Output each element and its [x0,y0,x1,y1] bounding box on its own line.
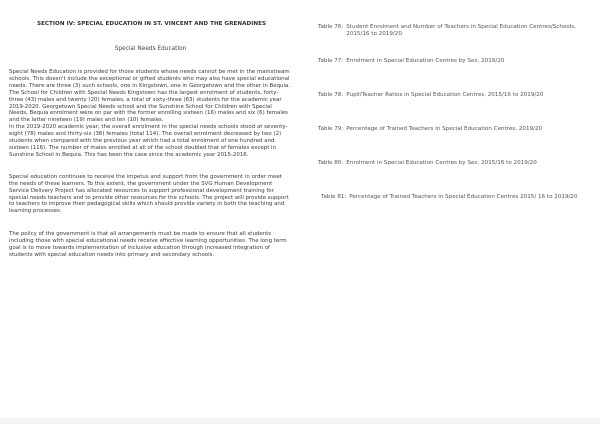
table-title: Pupil/Teacher Ratios in Special Education Centres, 2015/16 to 2019/20 [346,92,544,98]
subheading: Special Needs Education [114,46,187,52]
table-number: Table 77: [318,58,344,64]
table-number: Table 76: [318,24,344,30]
table-title: Percentage of Trained Teachers in Special Education Centres, 2019/20 [346,126,543,132]
table-list-item[interactable] [318,92,543,99]
table-title: Percentage of Trained Teachers in Special Education Centres 2015/ 16 to 2019/20 [349,194,578,200]
table-number: Table 81: [321,194,347,200]
table-list-item[interactable] [318,126,542,133]
table-number: Table 78: [318,92,344,98]
page-footer-band [0,418,600,424]
table-list-item[interactable] [318,160,537,167]
table-title: Enrolment in Special Education Centres by Sex, 2015/16 to 2019/20 [346,160,537,166]
table-title: Student Enrolment and Number of Teachers in Special Education Centres/Schools, 2015/16 to 2019/20 [346,24,576,38]
paragraph-enrolment: Special Needs Education is provided for those students whose needs cannot be met in the mainstream schools. This doesn't include the exceptional or gifted students who may also have special educational needs. There are three (3) such schools, one in Kingstown, one in Georgetown and the other in Bequia. The School for Children with Special Needs Kingstown has the largest enrolment of students, forty-three (43) males and twenty (20) females, a total of sixty-three (63) students for the academic year 2019-2020. Georgetown Special Needs school and the Sunshine School for Children with Special Needs, Bequia enrolment were on par with the former enrolling sixteen (16) males and six (6) females and the latter nineteen (19) males and ten (10) females. In the 2019-2020 academic year, the overall enrolment in the special needs schools stood at seventy-eight (78) males and thirty-six (36) females (total 114). The overall enrolment decreased by two (2) students when compared with the previous year which had a total enrolment of one hundred and sixteen (116). The number of males enrolled at all of the school doubled that of females except in Sunshine School in Bequia. This has been the case since the academic year 2015-2016. [9,69,291,158]
paragraph-government-support: Special education continues to receive the impetus and support from the government in order meet the needs of these learners. To this extent, the government under the SVG Human Development Service Delivery Project has allocated resources to support professional development training for special needs teachers and to provide other resources for the schools. The project will provide support to teachers to improve their pedagogical skills which should provide variety in both the teaching and learning processes. [9,173,289,215]
table-number: Table 79: [318,126,344,132]
paragraph-policy: The policy of the government is that all arrangements must be made to ensure that all students including those with special educational needs receive effective learning opportunities. The long term goal is to move towards implementation of inclusive education through increased integration of students with special education needs into primary and secondary schools. [9,231,287,258]
section-heading: SECTION IV: SPECIAL EDUCATION IN ST. VINCENT AND THE GRENADINES [36,21,267,27]
table-number: Table 80: [318,160,344,166]
table-list-item[interactable] [318,24,593,38]
table-list-item[interactable] [321,194,578,201]
table-list-item[interactable] [318,58,504,65]
table-title: Enrolment in Special Education Centres by Sex, 2019/20 [346,58,505,64]
main-text-column [9,21,292,259]
